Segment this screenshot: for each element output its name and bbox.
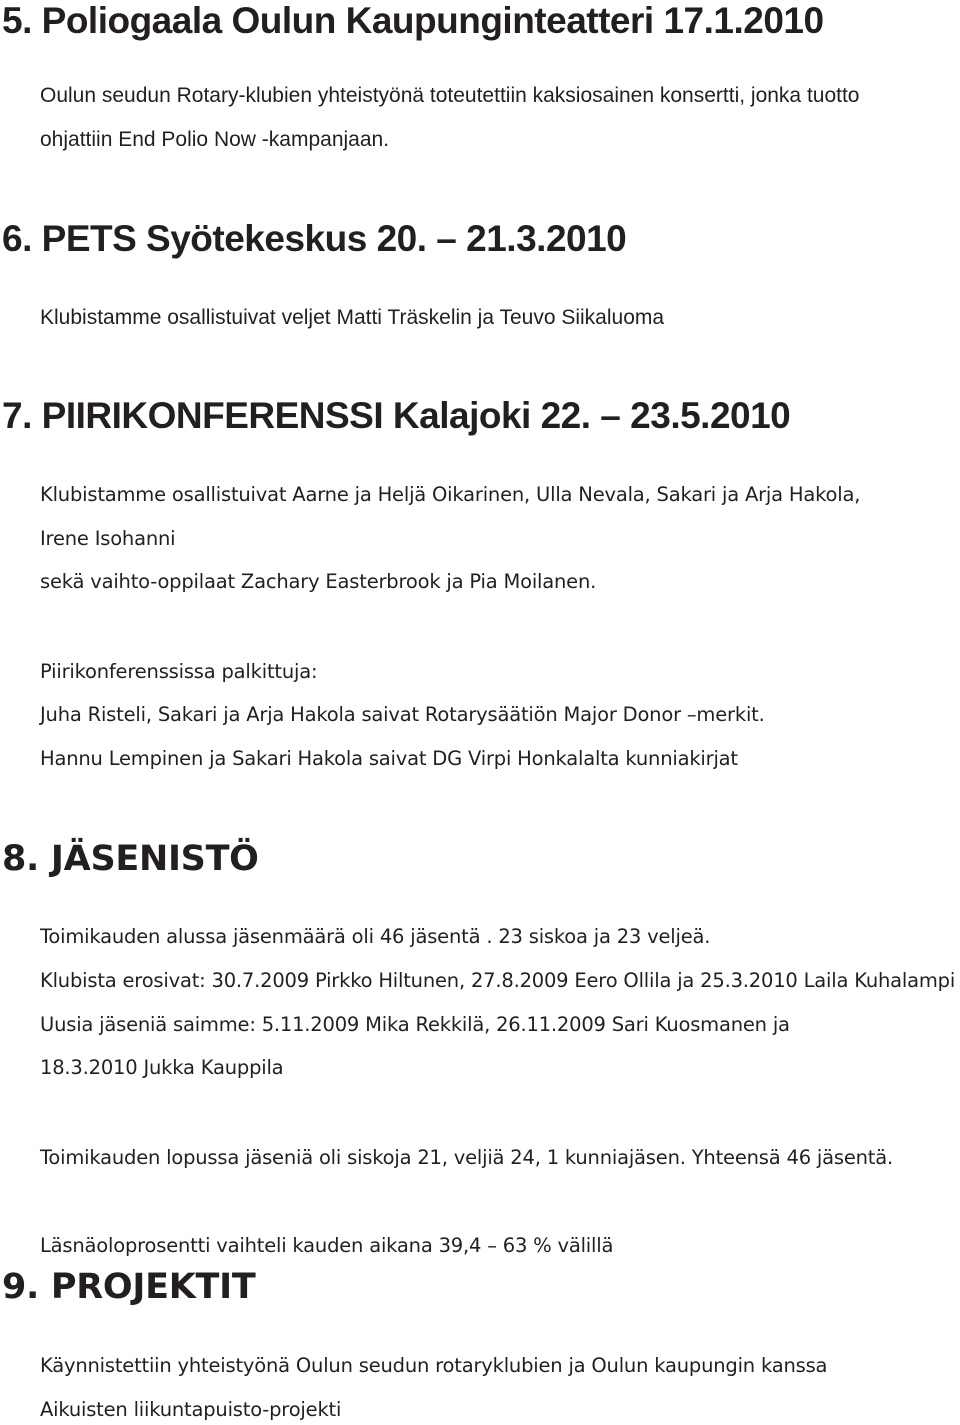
section-7-heading: 7. PIIRIKONFERENSSI Kalajoki 22. – 23.5.2010	[2, 395, 791, 436]
section-7-line-1: Klubistamme osallistuivat Aarne ja Heljä Oikarinen, Ulla Nevala, Sakari ja Arja Hakola,	[40, 483, 861, 506]
section-8-line-3: Uusia jäseniä saimme: 5.11.2009 Mika Rekkilä, 26.11.2009 Sari Kuosmanen ja	[40, 1013, 790, 1036]
section-5-line-1: Oulun seudun Rotary-klubien yhteistyönä toteutettiin kaksiosainen konsertti, jonka tuotto	[40, 84, 860, 107]
section-8-line-2: Klubista erosivat: 30.7.2009 Pirkko Hiltunen, 27.8.2009 Eero Ollila ja 25.3.2010 Laila Kuhalampi	[40, 969, 956, 992]
section-8-line-5: Toimikauden lopussa jäseniä oli siskoja 21, veljiä 24, 1 kunniajäsen. Yhteensä 46 jäsentä.	[40, 1146, 893, 1169]
section-7-line-5: Juha Risteli, Sakari ja Arja Hakola saivat Rotarysäätiön Major Donor –merkit.	[40, 703, 765, 726]
section-7-line-6: Hannu Lempinen ja Sakari Hakola saivat DG Virpi Honkalalta kunniakirjat	[40, 747, 738, 770]
section-6-heading: 6. PETS Syötekeskus 20. – 21.3.2010	[2, 218, 627, 259]
section-8-line-1: Toimikauden alussa jäsenmäärä oli 46 jäsentä . 23 siskoa ja 23 veljeä.	[40, 925, 711, 948]
section-6-line-1: Klubistamme osallistuivat veljet Matti Träskelin ja Teuvo Siikaluoma	[40, 306, 665, 329]
section-9-line-2: Aikuisten liikuntapuisto-projekti	[40, 1398, 342, 1421]
section-9-line-1: Käynnistettiin yhteistyönä Oulun seudun rotaryklubien ja Oulun kaupungin kanssa	[40, 1354, 828, 1377]
section-9-heading: 9. PROJEKTIT	[2, 1267, 256, 1307]
section-7-line-3: sekä vaihto-oppilaat Zachary Easterbrook ja Pia Moilanen.	[40, 570, 597, 593]
section-8-line-6: Läsnäoloprosentti vaihteli kauden aikana 39,4 – 63 % välillä	[40, 1234, 614, 1257]
section-7-line-4: Piirikonferenssissa palkittuja:	[40, 660, 318, 683]
section-8-heading: 8. JÄSENISTÖ	[2, 839, 259, 879]
section-5-line-2: ohjattiin End Polio Now -kampanjaan.	[40, 128, 390, 151]
section-7-line-2: Irene Isohanni	[40, 527, 176, 550]
section-5-heading: 5. Poliogaala Oulun Kaupunginteatteri 17.1.2010	[2, 0, 824, 41]
section-8-line-4: 18.3.2010 Jukka Kauppila	[40, 1056, 284, 1079]
